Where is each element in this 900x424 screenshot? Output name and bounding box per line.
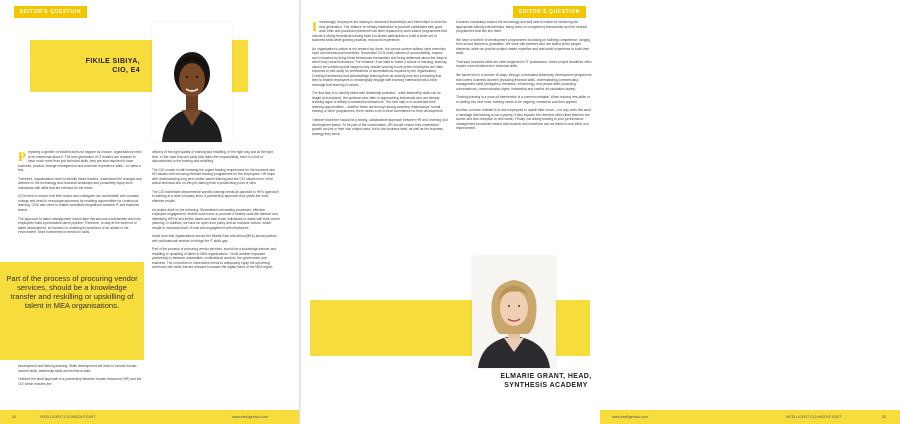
left-column-2	[152, 150, 280, 274]
paragraph: CIOs need to ensure that their teams and colleagues are comfortable with constant change and need to encourage autonomy by enabling opportunities for continuous learning. CIOs also need to enable seamless integrations between IT and business teams.	[18, 194, 140, 212]
left-column-1	[18, 150, 142, 239]
section-tab-right: EDITOR'S QUESTION	[513, 6, 586, 18]
person-name-left	[58, 57, 140, 75]
paragraph: I believe that there should be a strong, collaborative approach between HR and, learning and development teams. To be part of the conversation, HR should ensure they understand growth not just in their own subject area, but in the business itself, as well as the business strategy they serve.	[312, 118, 448, 136]
paragraph: Another common mistake is to ask employees to upskill after hours – not only does this send a message that training is not a priority, it also impacts the retention rates (tired learners are slower and less receptive to new ideas). Finally, not linking training to your performance management processes means that rewards and incentives are not linked to real effort and improvement.	[456, 108, 592, 131]
right-page	[300, 0, 886, 424]
right-column-1	[312, 20, 448, 140]
portrait-photo-right	[472, 256, 556, 368]
page-number: 34	[12, 415, 16, 419]
section-tab-left: EDITOR'S QUESTION	[14, 6, 87, 18]
left-column-1-bottom	[18, 364, 142, 390]
paragraph: Therefore, organisations need to identify future leaders, understand the changes and direction in the technology and business landscape and proactively equip such individuals with skills that are relevant for the future.	[18, 176, 142, 190]
paragraph: Part of the process of procuring vendor services, should be a knowledge transfer and reskilling or upskilling of talent in MEA organisations. I think another important partnership is between universities, multinational vendors, the government and business. The curriculum in universities needs to adequately equip the upcoming workforce with skills that are relevant to sustain the digital future of the MEA region.	[152, 247, 277, 270]
paragraph: An organisation's culture is not created top-down, but cannot survive without clear executive input and behavioural incentives. Successful CIOs build cultures of accountability, respect and innovation by living these behaviours themselves and being deliberate about the ways in which they reward behaviour. For instance, if we want to foster a culture of learning, learning cannot be something that happens only outside working hours (when employees are often expected to self-study for certifications or accreditations required by the organisation). Creating frameworks that acknowledge learning time as working time and promoting that time to enable employees to meaningfully engage with learning material sends a clear message that learning is valued.	[312, 46, 448, 87]
paragraph: The approach to talent management should take this account uncertainties and help employees build a predictable talent pipeline. Therefore, to stay at the forefront of talent development, ed focuses on enabling its workforce to be ahead of the environment. More investment is needed in skills	[18, 216, 141, 235]
paragraph: Preparing a pipeline of leaders does not happen by chance, organisations need to be intentional about it. The next generation of IT leaders are required to have much more than just technical skills, they are also required to have business, product, change management and customer experience skills – to name a few.	[18, 149, 142, 172]
dropcap: I	[312, 19, 318, 34]
portrait-illustration	[472, 256, 556, 368]
magazine-name: INTELLIGENT CIO MIDDLE EAST	[786, 415, 842, 419]
website-url: www.intelligentcio.com	[612, 415, 649, 419]
person-name: FIKILE SIBIYA,	[85, 58, 140, 65]
paragraph: I believe the ideal approach is a partnership between human resources (HR) and the CIO which ensures the	[18, 377, 142, 386]
paragraph: The first step is to identify talent with leadership potential – while leadership skills can be taught and acquired, the quickest wins often in approaching individuals who are already showing signs of affinity to leadership behaviours. The next step is to accelerate their learning opportunities – whether these are through strong coaching relationships, formal training or other programmes, there needs to be a clear commitment to their development.	[312, 91, 444, 114]
paragraph: The CIO addresses departmental specific training needs as opposed to HR's approach to training at a wide company level. A partnership approach thus yields the most effective results.	[152, 189, 279, 203]
spine-gutter	[299, 0, 301, 424]
right-column-2	[456, 20, 592, 135]
paragraph: We tackle this in a number of ways: through a dedicated leadership development programme that covers business acumen (including financial skills, understanding commercials), management skills (delegation, feedback, influencing), and people skills (coaching conversations, communication styles, leadership and conflict de-escalation styles).	[456, 73, 592, 91]
person-name-right	[500, 372, 592, 390]
page-number: 35	[882, 415, 886, 419]
paragraph: A shared vocabulary around the technology and skill sets is critical for delivering the appropriate training interventions, being clear on competency frameworks and the nearest programmes that link into them.	[456, 20, 588, 33]
paragraph: The CIO comes in with knowing the urgent training requirement for the business and HR assists with choosing relevant training programmes for the employees. HR helps with understanding long term career-based training and the CIO values more of the actual technical and on-the-job training from a productivity point of view.	[152, 167, 275, 186]
person-title: CIO, E4	[112, 67, 140, 74]
paragraph: development and lifelong learning. Skills development will need to include human-centred skills, leadership skills and technical skills.	[18, 364, 138, 373]
person-title: SYNTHESIS ACADEMY	[504, 382, 588, 389]
footer-right	[600, 410, 900, 424]
person-name: ELMARIE GRANT, HEAD,	[500, 373, 592, 380]
paragraph: delivery of the right quality of training and reskilling, in the right way and at the right time. In the case that one party fully takes the responsibility, there is a risk of disconnection in the training and reskilling.	[152, 150, 273, 163]
paragraph: Thinking training is a once-off intervention is a common mistake. When training new skills or re-skilling into new roles, training needs to be ongoing, measured and then applied.	[456, 95, 590, 104]
dropcap: P	[18, 149, 26, 164]
pullquote: Part of the process of procuring vendor services, should be a knowledge transfer and reskilling or upskilling of talent in MEA organisations.	[6, 274, 138, 310]
paragraph: ed pickles itself on the following: Streamlined onboarding processes, effective employee engagement, flexible work hours to promote a healthy work-life balance and identifying HiPOs and further assist and train those individuals to assist with their career planning. In addition, we have an open door policy and an inclusive culture, which results in increased level of trust and engagement with employees.	[152, 207, 280, 230]
left-page	[0, 0, 300, 424]
paragraph: We have a number of development programmes focussing on building competence, ranging from school leavers to graduates. We work with partners who are skilled at the people elements, while we provide subject matter expertise and real-world experience to build their skills.	[456, 37, 591, 56]
portrait-photo-left	[152, 22, 232, 142]
portrait-illustration	[152, 22, 232, 142]
footer-left	[0, 410, 300, 424]
website-url: www.intelligentcio.com	[232, 415, 269, 419]
magazine-name: INTELLIGENT CIO MIDDLE EAST	[40, 415, 96, 419]
paragraph: Aside from that organisations across the Middle East and Africa (MEA) should partner with multinational vendors to bridge the IT skills gap.	[152, 234, 277, 243]
paragraph: Increasingly, employers are looking to structured leaderships and internships to build the next generation. The reliance on tertiary institutions to produce candidates with good work ethic and practical experience has been replaced by work-based programmes that include a strong theoretical training base but allows participants to build a wider set of business skills while gaining practical, real-world experience.	[312, 19, 447, 42]
paragraph: That said, business skills are often neglected in IT professions, where project deadlines often require more investment in technical skills.	[456, 59, 592, 69]
